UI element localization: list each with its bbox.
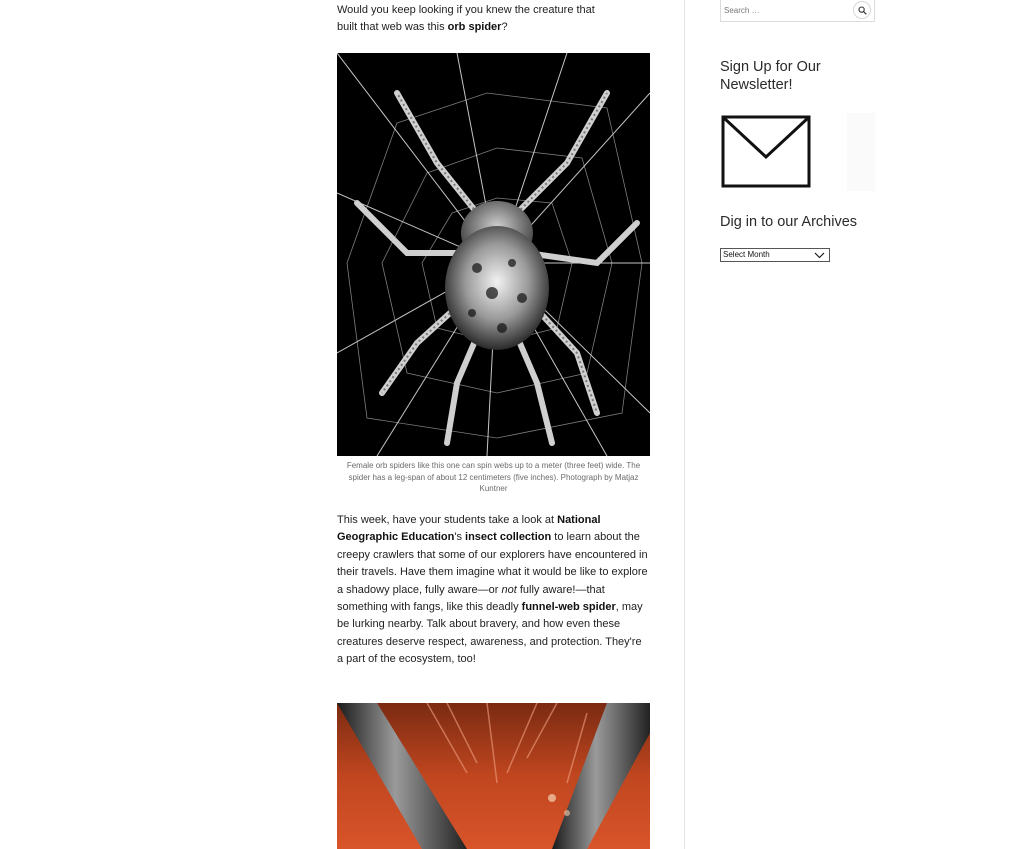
funnel-web-spider-photo [337, 703, 650, 849]
orb-spider-photo [337, 53, 650, 456]
natgeo-education-link[interactable]: National Geographic Education [337, 514, 601, 544]
search-form [720, 0, 875, 22]
orb-spider-illustration [337, 53, 650, 456]
body-paragraph: This week, have your students take a look at National Geographic Education's insect collection to learn about the creepy crawlers that some of our explorers have encountered in their travels. Have them imagine what it would be like to explore a shadowy place, fully aware—or not fully aware!—that something with fangs, like this deadly funnel-web spider, may be lurking nearby. Talk about bravery, and how even these creatures deserve respect, awareness, and protection. They're a part of the ecosystem, too! [337, 514, 648, 666]
intro-text-1: Would you keep looking if you knew the creature that [337, 4, 595, 16]
emphasis-not: not [501, 583, 517, 596]
photo-caption: Female orb spiders like this one can spin webs up to a meter (three feet) wide. The spider has a leg-span of about 12 centimeters (five inches). Photograph by Matjaz Kuntner [346, 461, 641, 494]
search-icon [858, 6, 867, 15]
newsletter-placeholder [847, 113, 875, 191]
funnel-web-spider-link[interactable]: funnel-web spider [521, 601, 616, 614]
search-input[interactable] [724, 3, 844, 17]
archives-month-select[interactable] [720, 248, 830, 262]
archives-title: Dig in to our Archives [720, 214, 858, 230]
fangs-illustration [337, 703, 650, 849]
column-divider [684, 0, 685, 849]
insect-collection-link[interactable]: insect collection [465, 531, 552, 544]
mail-envelope-icon[interactable] [721, 115, 811, 188]
select-month-label: Select Month [723, 250, 770, 259]
intro-text-2: built that web was this [337, 21, 448, 34]
orb-spider-link[interactable]: orb spider [447, 21, 502, 34]
newsletter-title: Sign Up for Our Newsletter! [720, 59, 821, 93]
intro-paragraph [337, 2, 650, 37]
search-button[interactable] [853, 1, 871, 19]
intro-text-3: ? [501, 21, 508, 34]
chevron-down-icon [814, 252, 825, 259]
